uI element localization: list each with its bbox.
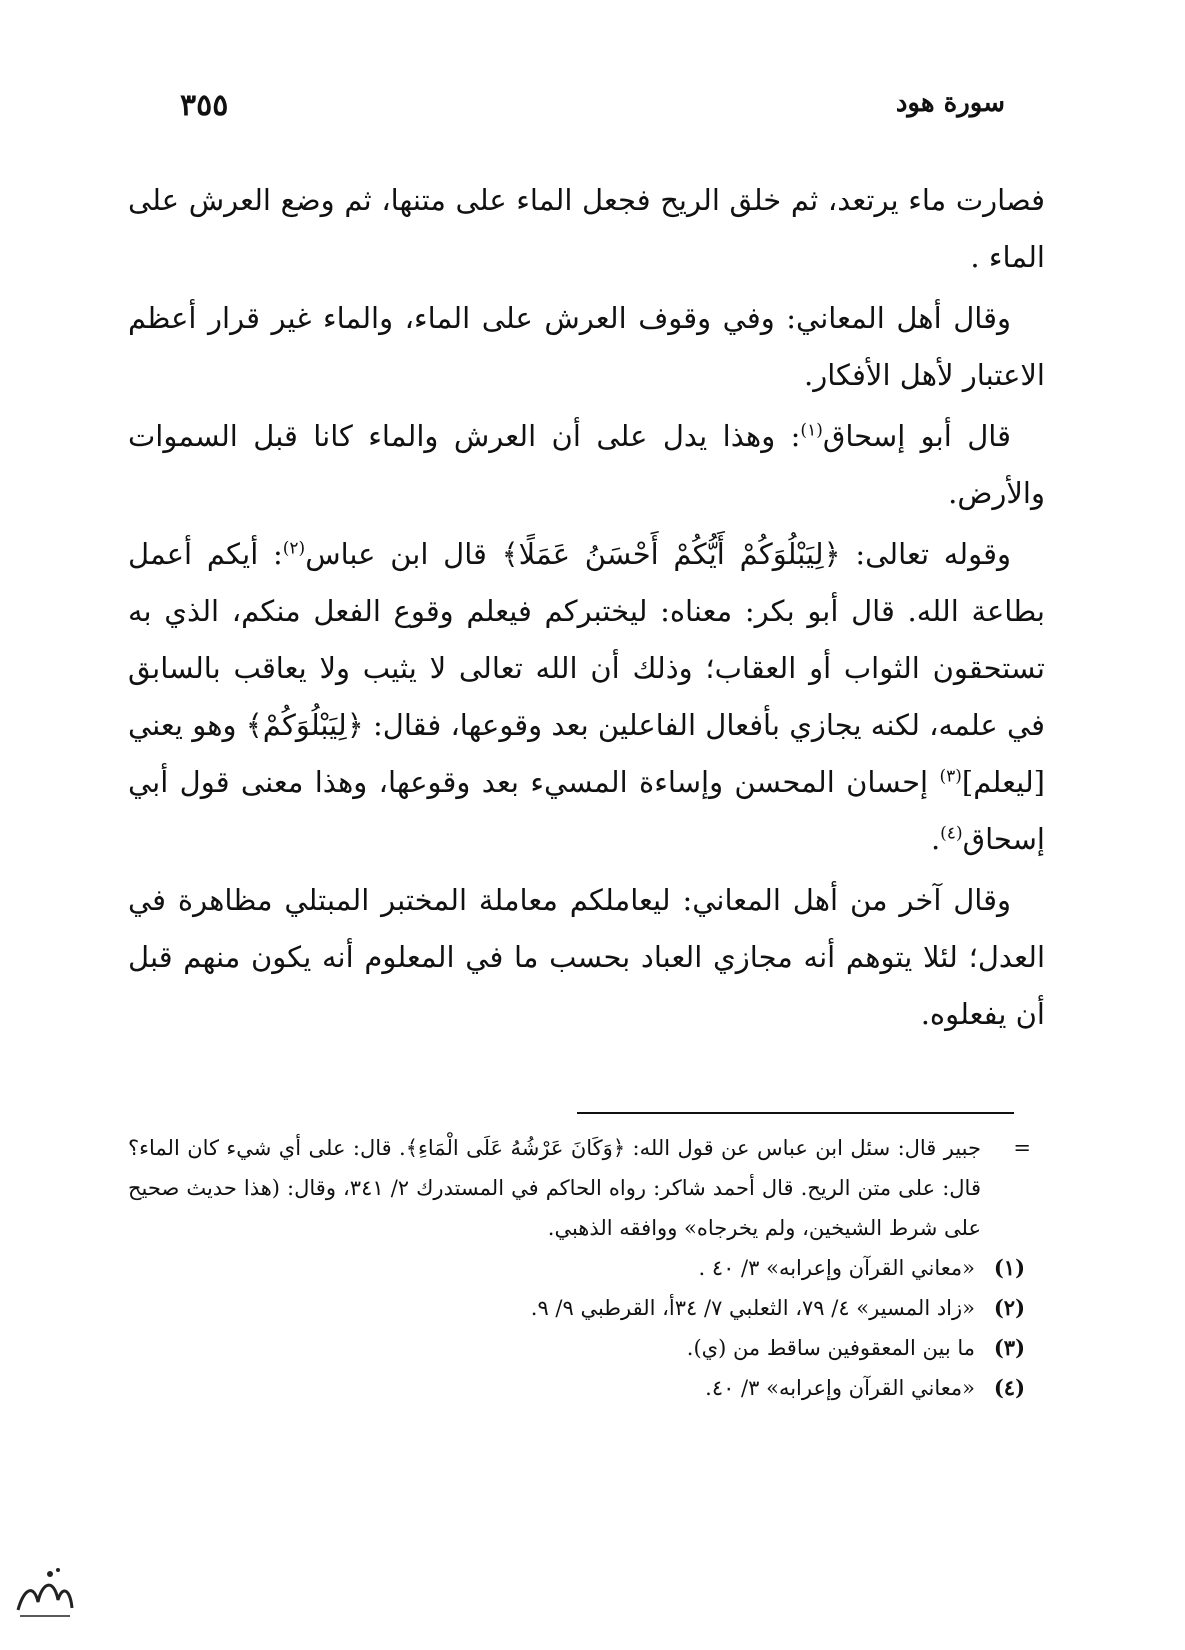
p4-text-c: : أيكم أعمل بطاعة الله. قال أبو بكر: معناه: ليختبركم فيعلم وقوع الفعل منكم، الذي به تستحقون الثواب أو العقاب؛ وذلك أن الله تعالى لا يثيب ولا يعاقب بالسابق في علمه، لكنه يجازي بأفعال الفاعلين بعد وقوعها، فقال: bbox=[128, 537, 1046, 742]
page-number: ٣٥٥ bbox=[180, 88, 229, 123]
p4-text-d: وهو يعني [ليعلم] bbox=[128, 708, 1045, 799]
paragraph-4 bbox=[128, 526, 1045, 868]
continuation-mark: = bbox=[1013, 1136, 1031, 1160]
quran-verse: ﴿لِيَبْلُوَكُمْ أَيُّكُمْ أَحْسَنُ عَمَلًا﴾ bbox=[501, 537, 841, 571]
footnotes bbox=[128, 1128, 1031, 1408]
main-text bbox=[128, 172, 1045, 1047]
footnote-number: (١) bbox=[993, 1255, 1025, 1280]
footnote-number: (٣) bbox=[993, 1335, 1025, 1360]
footnote-number: (٢) bbox=[993, 1295, 1025, 1320]
cont-quran: ﴿وَكَانَ عَرْشُهُ عَلَى الْمَاءِ﴾ bbox=[405, 1136, 626, 1160]
page-header bbox=[180, 88, 1005, 138]
paragraph-5: وقال آخر من أهل المعاني: ليعاملكم معاملة المختبر المبتلي مظاهرة في العدل؛ لئلا يتوهم أنه مجازي العباد بحسب ما في المعلوم أنه يكون منهم قبل أن يفعلوه. bbox=[128, 883, 1045, 1031]
paragraph-3 bbox=[128, 408, 1045, 522]
footnote-continuation bbox=[128, 1128, 1031, 1248]
footnote-ref-3: (٣) bbox=[939, 766, 962, 787]
paragraph-1: فصارت ماء يرتعد، ثم خلق الريح فجعل الماء على متنها، ثم وضع العرش على الماء . bbox=[128, 183, 1045, 274]
p4-text-f: . bbox=[930, 822, 941, 856]
publisher-logo-icon bbox=[10, 1558, 80, 1628]
quran-verse-2: ﴿لِيَبْلُوَكُمْ﴾ bbox=[245, 708, 364, 742]
footnote-text: «زاد المسير» ٤/ ٧٩، الثعلبي ٧/ ٣٤أ، القرطبي ٩/ ٩. bbox=[530, 1296, 975, 1320]
footnote-item bbox=[128, 1288, 1025, 1328]
footnote-number: (٤) bbox=[993, 1375, 1025, 1400]
p4-text-b: قال ابن عباس bbox=[305, 537, 502, 571]
cont-text-a: جبير قال: سئل ابن عباس عن قول الله: bbox=[625, 1136, 981, 1160]
footnote-ref-2: (٢) bbox=[282, 538, 306, 559]
footnote-text: «معاني القرآن وإعرابه» ٣/ ٤٠. bbox=[705, 1376, 975, 1400]
cont-text-b: . قال: على أي شيء كان الماء؟ قال: على متن الريح. قال أحمد شاكر: رواه الحاكم في المستدرك ٢/ ٣٤١، وقال: (هذا حديث صحيح على شرط الشيخين، ولم يخرجاه» ووافقه الذهبي. bbox=[128, 1136, 981, 1240]
surah-title: سورة هود bbox=[895, 88, 1005, 118]
p4-text-e: إحسان المحسن وإساءة المسيء بعد وقوعها، وهذا معنى قول أبي إسحاق bbox=[128, 765, 1045, 856]
footnote-text: «معاني القرآن وإعرابه» ٣/ ٤٠ . bbox=[698, 1256, 975, 1280]
footnote-ref-4: (٤) bbox=[940, 823, 963, 844]
footnote-item bbox=[128, 1248, 1025, 1288]
p3-text-a: قال أبو إسحاق bbox=[822, 419, 1011, 453]
footnote-divider bbox=[577, 1112, 1014, 1114]
footnote-text: ما بين المعقوفين ساقط من (ي). bbox=[686, 1336, 975, 1360]
footnote-item bbox=[128, 1328, 1025, 1368]
p3-text-b: : وهذا يدل على أن العرش والماء كانا قبل السموات والأرض. bbox=[128, 419, 1045, 510]
p4-text-a: وقوله تعالى: bbox=[840, 537, 1011, 571]
footnote-ref-1: (١) bbox=[800, 420, 823, 441]
paragraph-2: وقال أهل المعاني: وفي وقوف العرش على الماء، والماء غير قرار أعظم الاعتبار لأهل الأفكار. bbox=[128, 301, 1045, 392]
footnote-item bbox=[128, 1368, 1025, 1408]
